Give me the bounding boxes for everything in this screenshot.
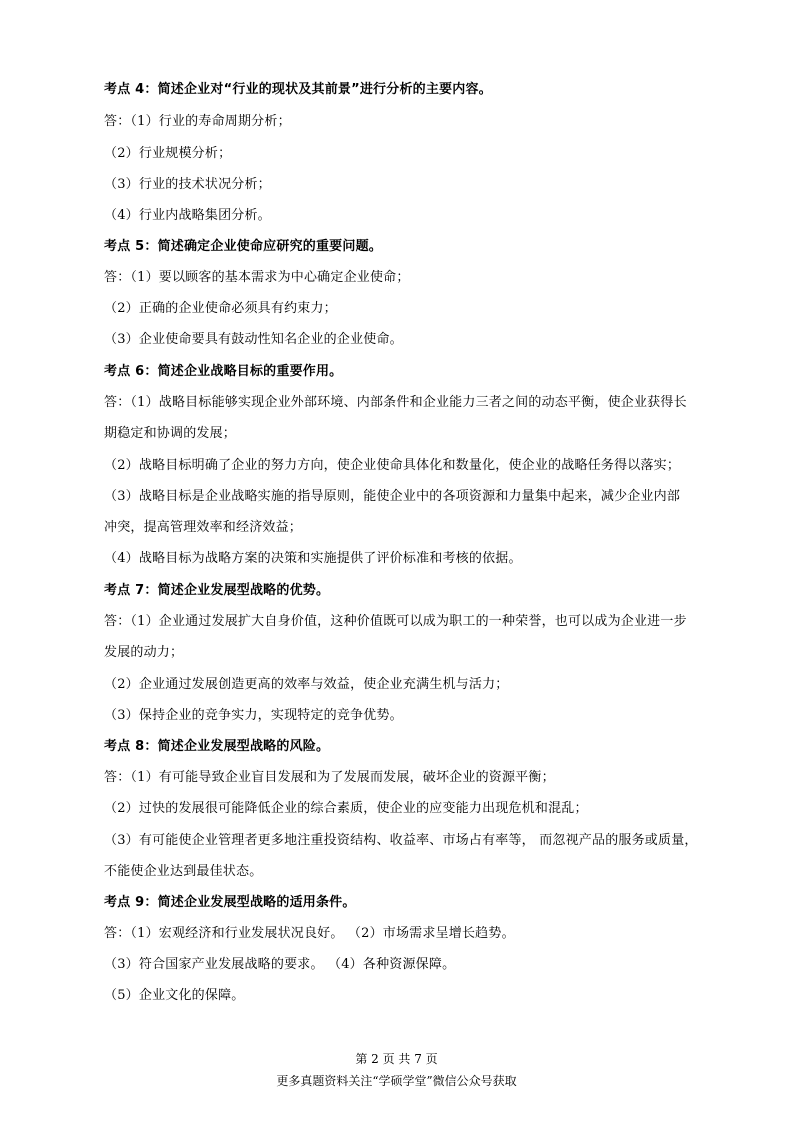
- section-9-line-1: 答：（1）宏观经济和行业发展状况良好。 （2）市场需求呈增长趋势。: [104, 926, 515, 941]
- section-6-title: 考点 6：简述企业战略目标的重要作用。: [104, 364, 343, 379]
- section-5-line-2: （2）正确的企业使命必须具有约束力；: [104, 301, 337, 316]
- section-5-line-3: （3）企业使命要具有鼓动性知名企业的企业使命。: [104, 332, 403, 347]
- section-4-line-2: （2）行业规模分析；: [104, 146, 232, 161]
- section-8-line-4: 不能使企业达到最佳状态。: [104, 864, 263, 879]
- section-4-line-3: （3）行业的技术状况分析；: [104, 177, 271, 192]
- section-9-line-3: （5）企业文化的保障。: [104, 988, 245, 1003]
- section-7-line-4: （3）保持企业的竞争实力，实现特定的竞争优势。: [104, 708, 403, 723]
- section-6-line-6: （4）战略目标为战略方案的决策和实施提供了评价标准和考核的依据。: [104, 551, 522, 566]
- section-9-line-2: （3）符合国家产业发展战略的要求。 （4）各种资源保障。: [104, 957, 456, 972]
- section-6-line-4: （3）战略目标是企业战略实施的指导原则，能使企业中的各项资源和力量集中起来，减少企业内部: [104, 489, 681, 504]
- section-5-title: 考点 5：简述确定企业使命应研究的重要问题。: [104, 239, 382, 254]
- section-6-line-2: 期稳定和协调的发展；: [104, 426, 237, 441]
- section-7-title: 考点 7：简述企业发展型战略的优势。: [104, 583, 330, 598]
- section-8-line-1: 答：（1）有可能导致企业盲目发展和为了发展而发展，破坏企业的资源平衡；: [104, 770, 555, 785]
- section-8-title: 考点 8：简述企业发展型战略的风险。: [104, 739, 330, 754]
- section-7-line-1: 答：（1）企业通过发展扩大自身价值，这种价值既可以成为职工的一种荣誉，也可以成为企业进一步: [104, 614, 687, 629]
- section-6-line-5: 冲突，提高管理效率和经济效益；: [104, 520, 303, 535]
- section-7-line-2: 发展的动力；: [104, 645, 184, 660]
- section-8-line-2: （2）过快的发展很可能降低企业的综合素质，使企业的应变能力出现危机和混乱；: [104, 801, 588, 816]
- page-number: 第 2 页 共 7 页: [355, 1052, 438, 1066]
- section-7-line-3: （2）企业通过发展创造更高的效率与效益，使企业充满生机与活力；: [104, 677, 509, 692]
- section-5-line-1: 答：（1）要以顾客的基本需求为中心确定企业使命；: [104, 270, 410, 285]
- section-4-title: 考点 4：简述企业对“行业的现状及其前景”进行分析的主要内容。: [104, 82, 492, 97]
- footer-note: 更多真题资料关注“学硕学堂”微信公众号获取: [276, 1074, 517, 1088]
- section-8-line-3: （3）有可能使企业管理者更多地注重投资结构、收益率、市场占有率等， 而忽视产品的服务或质量，: [104, 833, 698, 848]
- section-4-line-1: 答：（1）行业的寿命周期分析；: [104, 114, 291, 129]
- section-4-line-4: （4）行业内战略集团分析。: [104, 208, 271, 223]
- section-6-line-1: 答：（1）战略目标能够实现企业外部环境、内部条件和企业能力三者之间的动态平衡，使企业获得长: [104, 395, 687, 410]
- section-6-line-3: （2）战略目标明确了企业的努力方向，使企业使命具体化和数量化，使企业的战略任务得以落实；: [104, 458, 681, 473]
- section-9-title: 考点 9：简述企业发展型战略的适用条件。: [104, 895, 356, 910]
